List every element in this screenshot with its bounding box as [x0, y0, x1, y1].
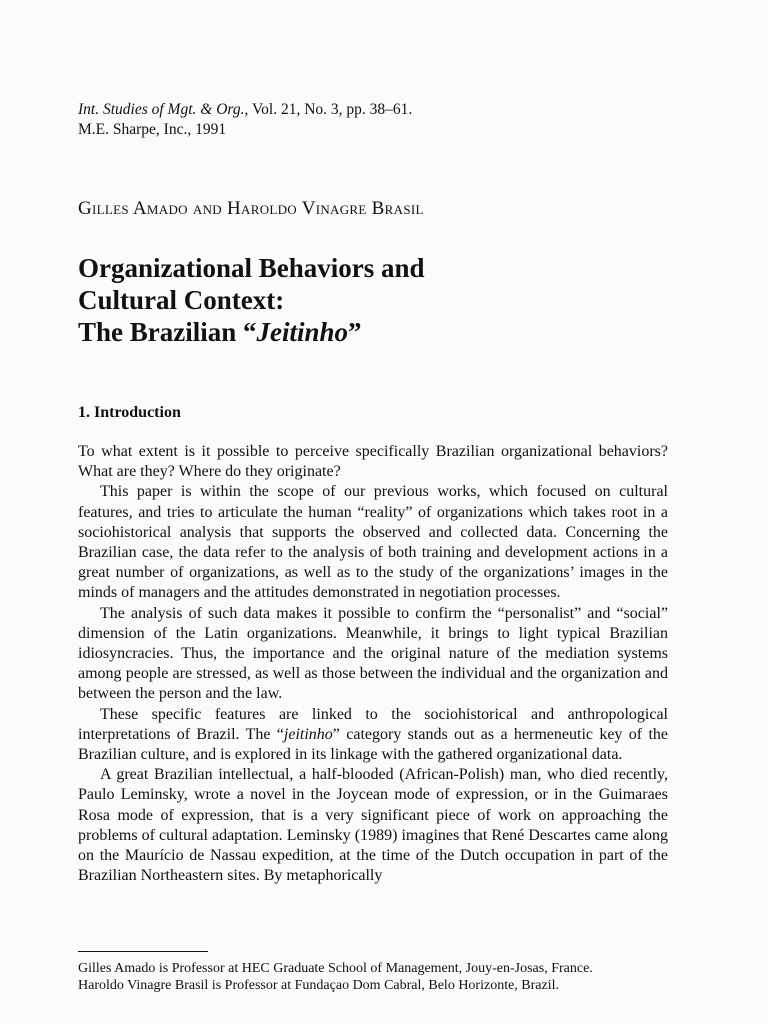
publisher-line: M.E. Sharpe, Inc., 1991 — [78, 121, 227, 138]
title-line-2: Cultural Context: — [78, 285, 285, 315]
paragraph-text: ” category stands out as a hermeneutic key of the Brazilian culture, and is explored in its linkage with the gathered organizational data. — [78, 725, 668, 764]
volume-info: , Vol. 21, No. 3, pp. 38–61. — [244, 101, 413, 118]
section-heading: 1. Introduction — [78, 404, 181, 421]
paragraph — [78, 705, 668, 766]
citation-line — [78, 100, 412, 120]
italic-term: jeitinho — [283, 725, 333, 743]
citation-block — [78, 100, 412, 140]
paragraph: The analysis of such data makes it possible to confirm the “personalist” and “social” dimension of the Latin organizations. Meanwhile, it brings to light typical Brazilian idiosyncracies. Thus, the importance and the original nature of the mediation systems among people are stressed, as well as those between the individual and the organization and between the person and the law. — [78, 604, 668, 703]
footnotes — [78, 960, 668, 994]
author-names: Gilles Amado and Haroldo Vinagre Brasil — [78, 198, 424, 219]
footnote: Haroldo Vinagre Brasil is Professor at Fundaçao Dom Cabral, Belo Horizonte, Brazil. — [78, 978, 560, 993]
footnote: Gilles Amado is Professor at HEC Graduate School of Management, Jouy-en-Josas, France. — [78, 961, 593, 976]
title-line-3-prefix: The Brazilian “ — [78, 317, 257, 347]
paragraph: To what extent is it possible to perceive specifically Brazilian organizational behaviors? What are they? Where do they originate? — [78, 443, 668, 481]
title-line-1: Organizational Behaviors and — [78, 253, 425, 283]
body-text — [78, 442, 668, 886]
paragraph: This paper is within the scope of our previous works, which focused on cultural features, and tries to articulate the human “reality” of organizations which takes root in a sociohistorical analysis that supports the observed and collected data. Concerning the Brazilian case, the data refer to the analysis of both training and development actions in a great number of organizations, as well as to the study of the organizations’ images in the minds of managers and the attitudes demonstrated in negotiation processes. — [78, 483, 668, 602]
title-italic-word: Jeitinho — [256, 317, 349, 347]
paragraph: A great Brazilian intellectual, a half-blooded (African-Polish) man, who died recently, Paulo Leminsky, wrote a novel in the Joycean mode of expression, or in the Guimaraes Rosa mode of expression, that is a very significant piece of work on approaching the problems of cultural adaptation. Leminsky (1989) imagines that René Descartes came along on the Maurício de Nassau expedition, at the time of the Dutch occupation in part of the Brazilian Northeastern sites. By metaphorically — [78, 766, 668, 885]
journal-name: Int. Studies of Mgt. & Org. — [78, 101, 245, 118]
paragraph-text: These specific features are linked to the sociohistorical and anthropological interpretations of Brazil. The “ — [78, 705, 668, 743]
title-line-3-suffix: ” — [348, 317, 362, 347]
footnote-divider — [78, 951, 208, 952]
paper-title — [78, 252, 638, 348]
